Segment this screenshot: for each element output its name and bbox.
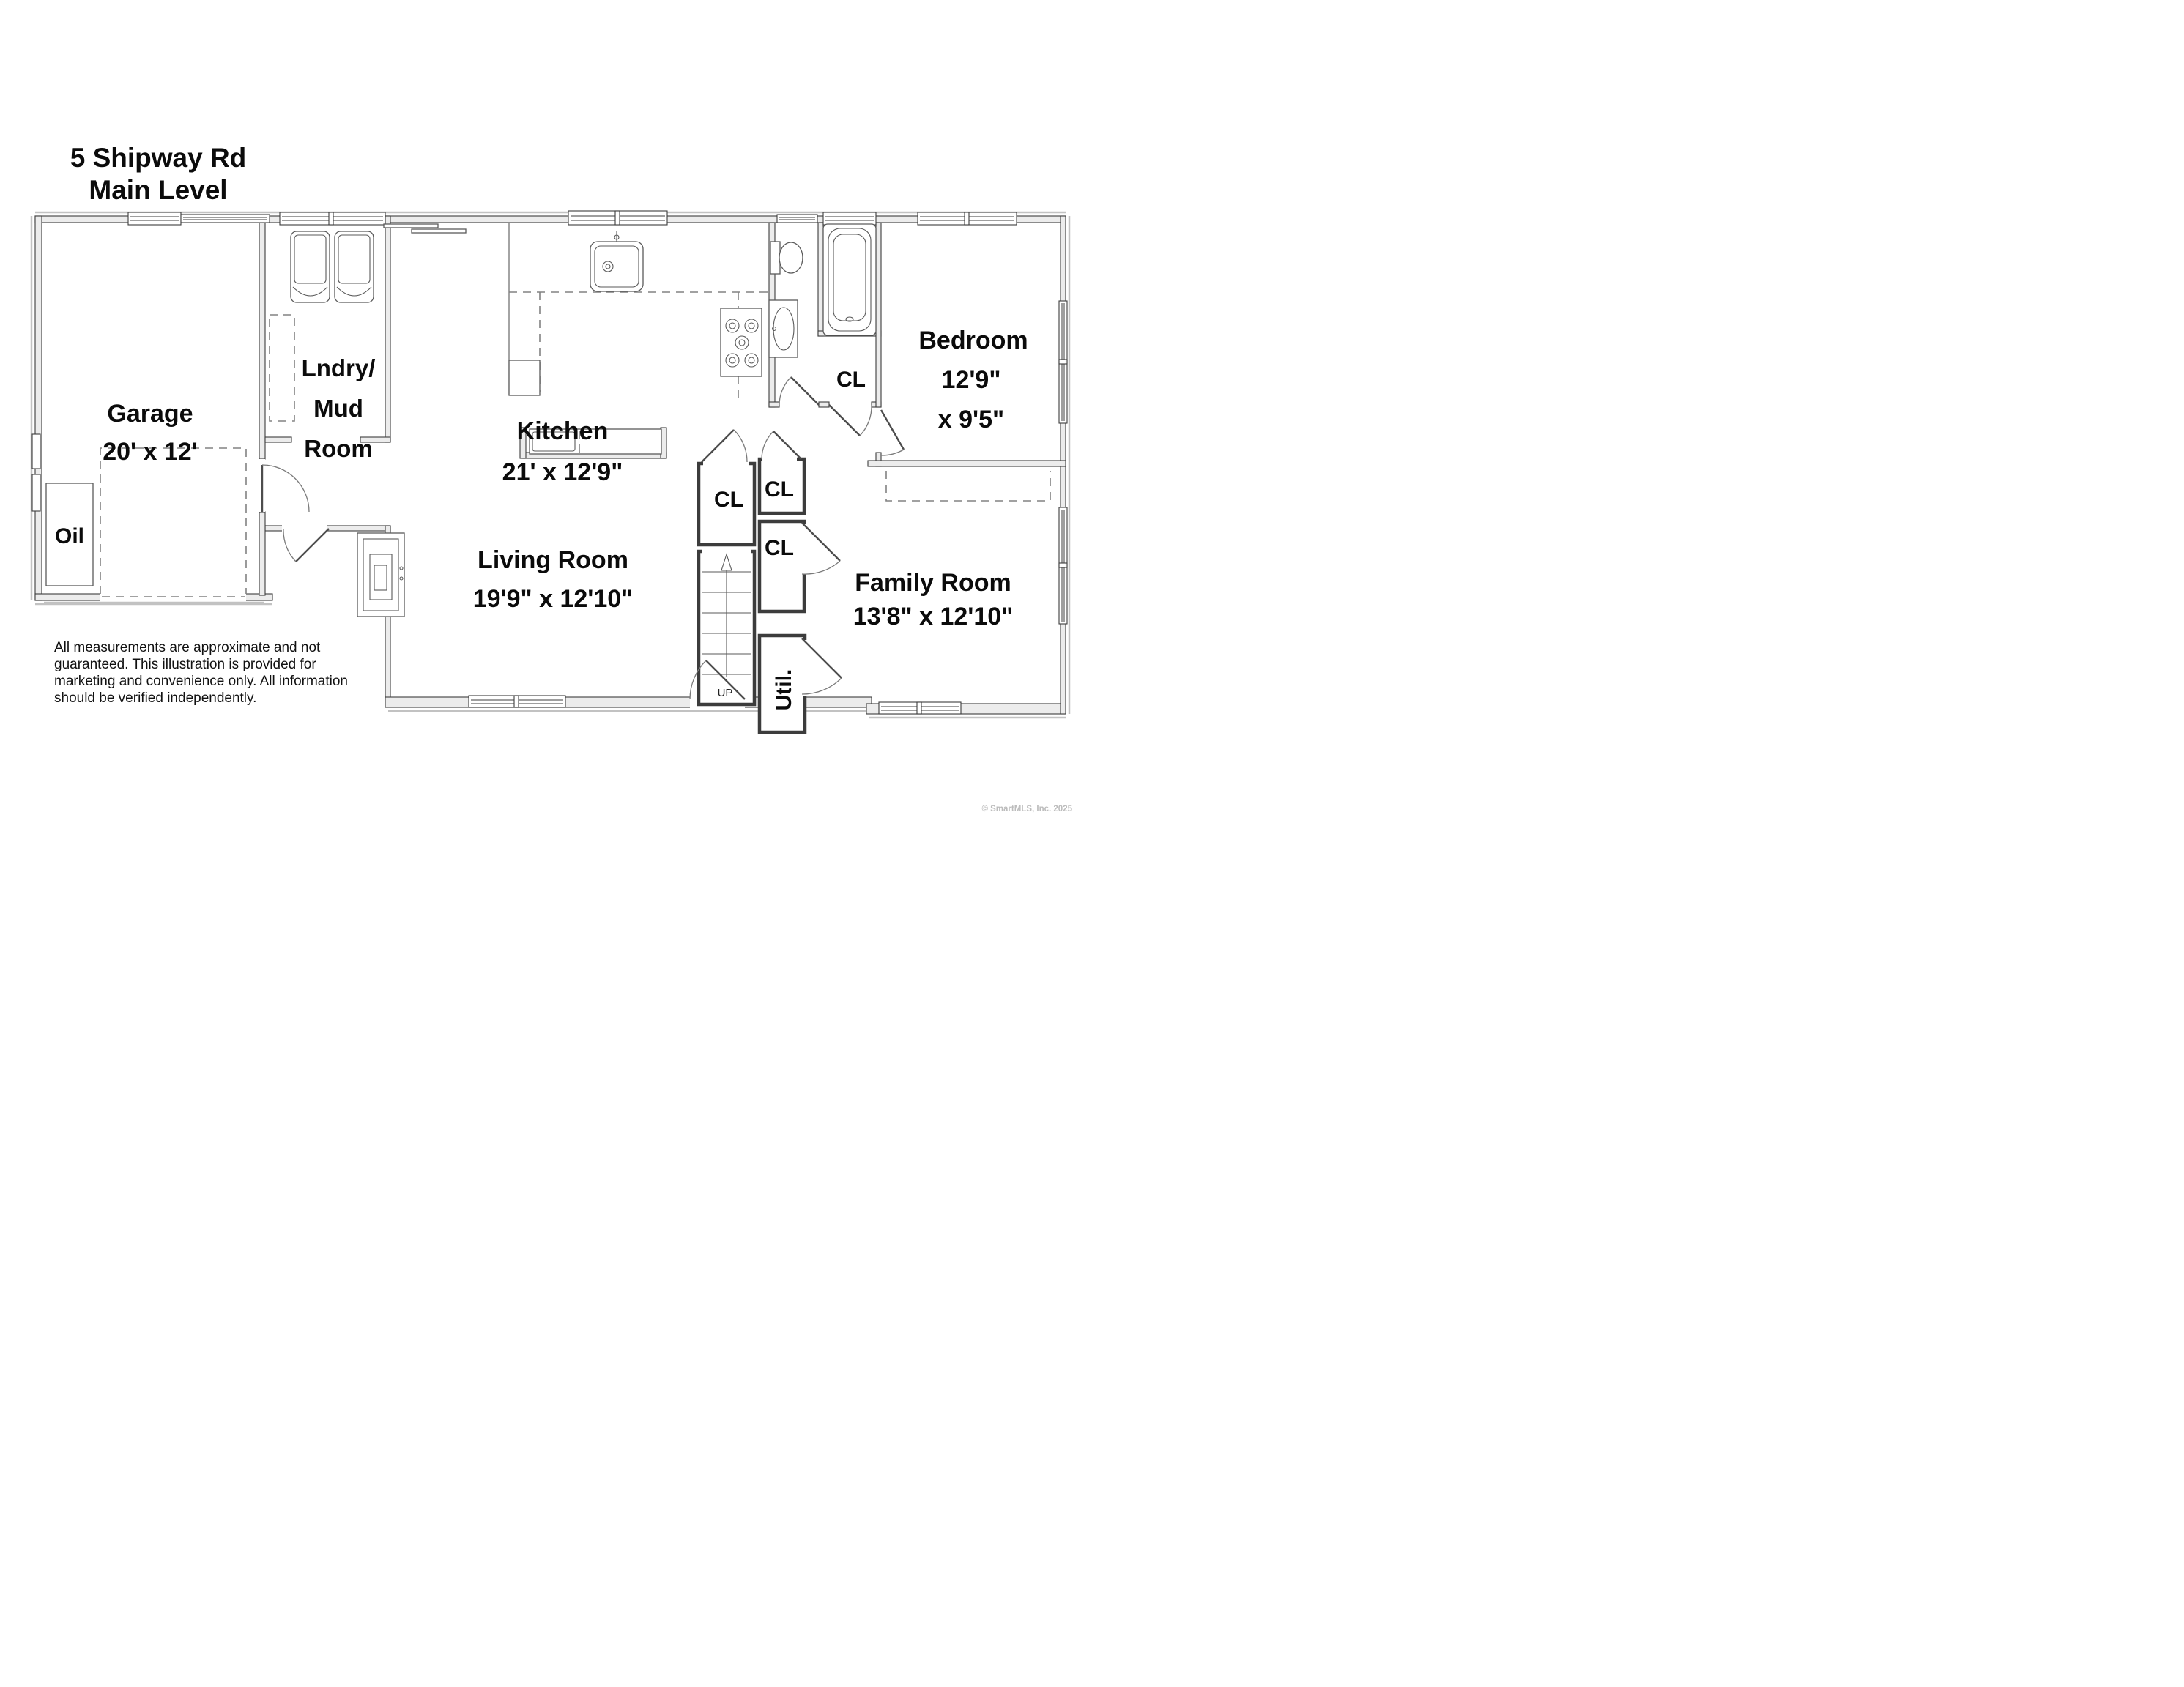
bathtub	[823, 224, 876, 335]
disclaimer-line1: All measurements are approximate and not	[54, 640, 321, 655]
title-line2: Main Level	[89, 175, 228, 205]
kitchen-dims: 21' x 12'9"	[502, 458, 623, 486]
garage-label	[103, 400, 198, 466]
washer	[291, 231, 330, 302]
closet-label-bath: CL	[836, 368, 866, 392]
living-room-name: Living Room	[478, 546, 628, 574]
garage-name: Garage	[107, 400, 193, 428]
floor-plan-page	[0, 0, 1092, 844]
laundry-line1: Lndry/	[301, 354, 376, 381]
disclaimer-line2: guaranteed. This illustration is provided for	[54, 657, 316, 672]
floor-plan-svg	[0, 0, 1092, 844]
dining-shelves	[384, 224, 466, 233]
laundry-line3: Room	[304, 435, 373, 462]
fireplace	[357, 533, 404, 617]
oil-label: Oil	[54, 524, 85, 548]
stairs-up-label: UP	[717, 687, 733, 699]
bedroom-dims2: x 9'5"	[937, 406, 1005, 433]
disclaimer	[54, 640, 348, 706]
title-line1: 5 Shipway Rd	[70, 143, 247, 173]
closet-label-upper: CL	[765, 477, 794, 502]
living-room-label	[473, 546, 634, 613]
stove	[721, 308, 762, 376]
bathroom-sink	[769, 300, 798, 357]
garage-dims: 20' x 12'	[103, 438, 198, 466]
bedroom-dims1: 12'9"	[941, 366, 1001, 394]
disclaimer-line4: should be verified independently.	[54, 690, 257, 706]
plan-title	[70, 143, 247, 205]
bedroom-label	[918, 327, 1028, 433]
laundry-line2: Mud	[313, 395, 363, 422]
closet-label-mid: CL	[765, 536, 794, 560]
family-room-name: Family Room	[855, 569, 1011, 597]
family-room-label	[853, 569, 1014, 630]
kitchen-sink	[590, 231, 643, 291]
laundry-mud-label	[302, 354, 376, 462]
utility-label: Util.	[772, 669, 796, 711]
kitchen-name: Kitchen	[516, 417, 609, 445]
bedroom-name: Bedroom	[918, 327, 1028, 354]
dryer	[335, 231, 374, 302]
disclaimer-line3: marketing and convenience only. All information	[54, 674, 348, 689]
laundry-chase-dashed	[270, 315, 294, 421]
toilet	[770, 242, 803, 274]
family-room-dashed-header	[886, 471, 1050, 501]
family-room-dims: 13'8" x 12'10"	[853, 603, 1014, 630]
copyright-text: © SmartMLS, Inc. 2025	[981, 805, 1072, 813]
closet-label-hall: CL	[714, 488, 743, 512]
living-room-dims: 19'9" x 12'10"	[472, 585, 634, 613]
